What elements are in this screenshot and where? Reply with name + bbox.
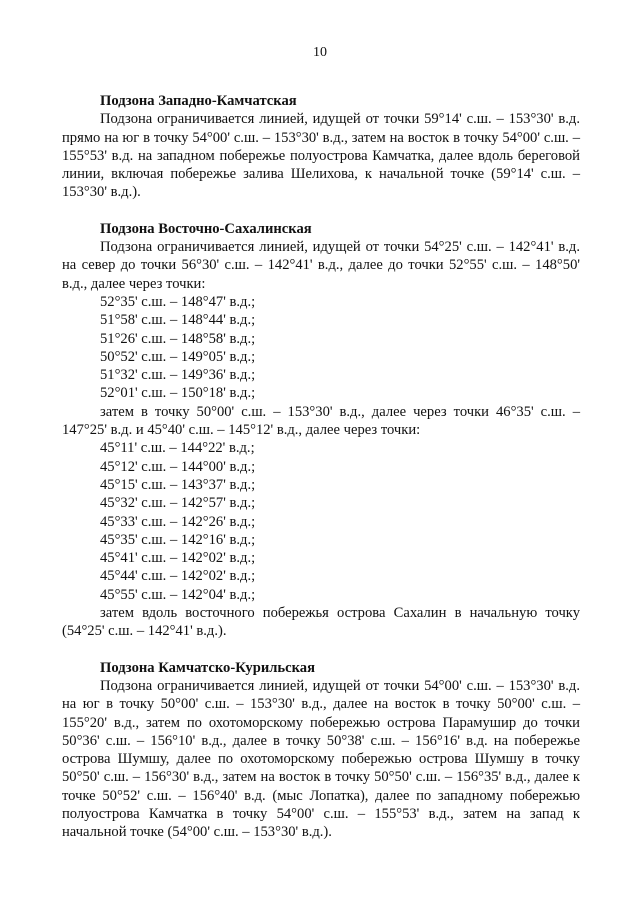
coordinate-point: 51°58' с.ш. – 148°44' в.д.;: [100, 312, 256, 329]
section-middle-text: затем в точку 50°00' с.ш. – 153°30' в.д., далее через точки 46°35' с.ш. – 147°25' в.д. и 45°40' с.ш. – 145°12' в.д., далее через точки:: [62, 403, 580, 439]
coordinate-point: 51°26' с.ш. – 148°58' в.д.;: [100, 330, 256, 347]
coordinate-point: 45°32' с.ш. – 142°57' в.д.;: [100, 495, 256, 512]
section-paragraph: Подзона ограничивается линией, идущей от точки 54°00' с.ш. – 153°30' в.д. на юг в точку 50°00' с.ш. – 153°30' в.д., далее на восток в точку 50°00' с.ш. – 155°20' в.д., затем по охотоморскому побережью острова Парамушир до точки 50°36' с.ш. – 156°10' в.д., далее в точку 50°38' с.ш. – 156°16' в.д. на побережье острова Шумшу, далее по охотоморскому побережью острова Шумшу в точку 50°50' с.ш. – 156°30' в.д., затем на восток в точку 50°50' с.ш. – 156°35' в.д., далее к точке 50°52' с.ш. – 156°40' в.д. (мыс Лопатка), далее по западному побережью полуострова Камчатка в точку 54°00' с.ш. – 155°53' в.д., затем на запад к начальной точке (54°00' с.ш. – 153°30' в.д.).: [62, 677, 580, 841]
section-intro: Подзона ограничивается линией, идущей от точки 54°25' с.ш. – 142°41' в.д. на север до точки 56°30' с.ш. – 142°41' в.д., далее до точки 52°55' с.ш. – 148°50' в.д., далее через точки:: [62, 239, 580, 292]
coordinate-point: 50°52' с.ш. – 149°05' в.д.;: [100, 348, 256, 365]
coordinate-point: 52°01' с.ш. – 150°18' в.д.;: [100, 385, 256, 402]
section-kamchatka-kuril: [62, 659, 580, 842]
page-number: 10: [313, 45, 327, 60]
coordinate-point: 45°33' с.ш. – 142°26' в.д.;: [100, 513, 256, 530]
section-closing-text: затем вдоль восточного побережья острова Сахалин в начальную точку (54°25' с.ш. – 142°41' в.д.).: [62, 605, 580, 640]
coordinate-list-2: [62, 439, 580, 604]
coordinate-point: 45°41' с.ш. – 142°02' в.д.;: [100, 550, 256, 567]
coordinate-list-1: [62, 293, 580, 403]
coordinate-point: 51°32' с.ш. – 149°36' в.д.;: [100, 367, 256, 384]
section-east-sakhalin: [62, 220, 580, 641]
coordinate-point: 45°15' с.ш. – 143°37' в.д.;: [100, 476, 256, 493]
coordinate-point: 52°35' с.ш. – 148°47' в.д.;: [100, 293, 256, 310]
section-west-kamchatka: [62, 92, 580, 202]
coordinate-point: 45°35' с.ш. – 142°16' в.д.;: [100, 531, 256, 548]
section-heading: Подзона Восточно-Сахалинская: [100, 220, 312, 237]
coordinate-point: 45°12' с.ш. – 144°00' в.д.;: [100, 458, 256, 475]
document-body: [62, 92, 580, 842]
section-heading: Подзона Камчатско-Курильская: [100, 659, 315, 676]
section-heading: Подзона Западно-Камчатская: [100, 93, 297, 109]
section-paragraph: Подзона ограничивается линией, идущей от точки 59°14' с.ш. – 153°30' в.д. прямо на юг в точку 54°00' с.ш. – 153°30' в.д., затем на восток в точку 54°00' с.ш. – 155°53' в.д. на западном побережье полуострова Камчатка, далее вдоль береговой линии, включая побережье залива Шелихова, к начальной точке (59°14' с.ш. – 153°30' в.д.).: [62, 111, 580, 201]
coordinate-point: 45°11' с.ш. – 144°22' в.д.;: [100, 440, 255, 457]
coordinate-point: 45°44' с.ш. – 142°02' в.д.;: [100, 568, 256, 585]
coordinate-point: 45°55' с.ш. – 142°04' в.д.;: [100, 586, 256, 603]
